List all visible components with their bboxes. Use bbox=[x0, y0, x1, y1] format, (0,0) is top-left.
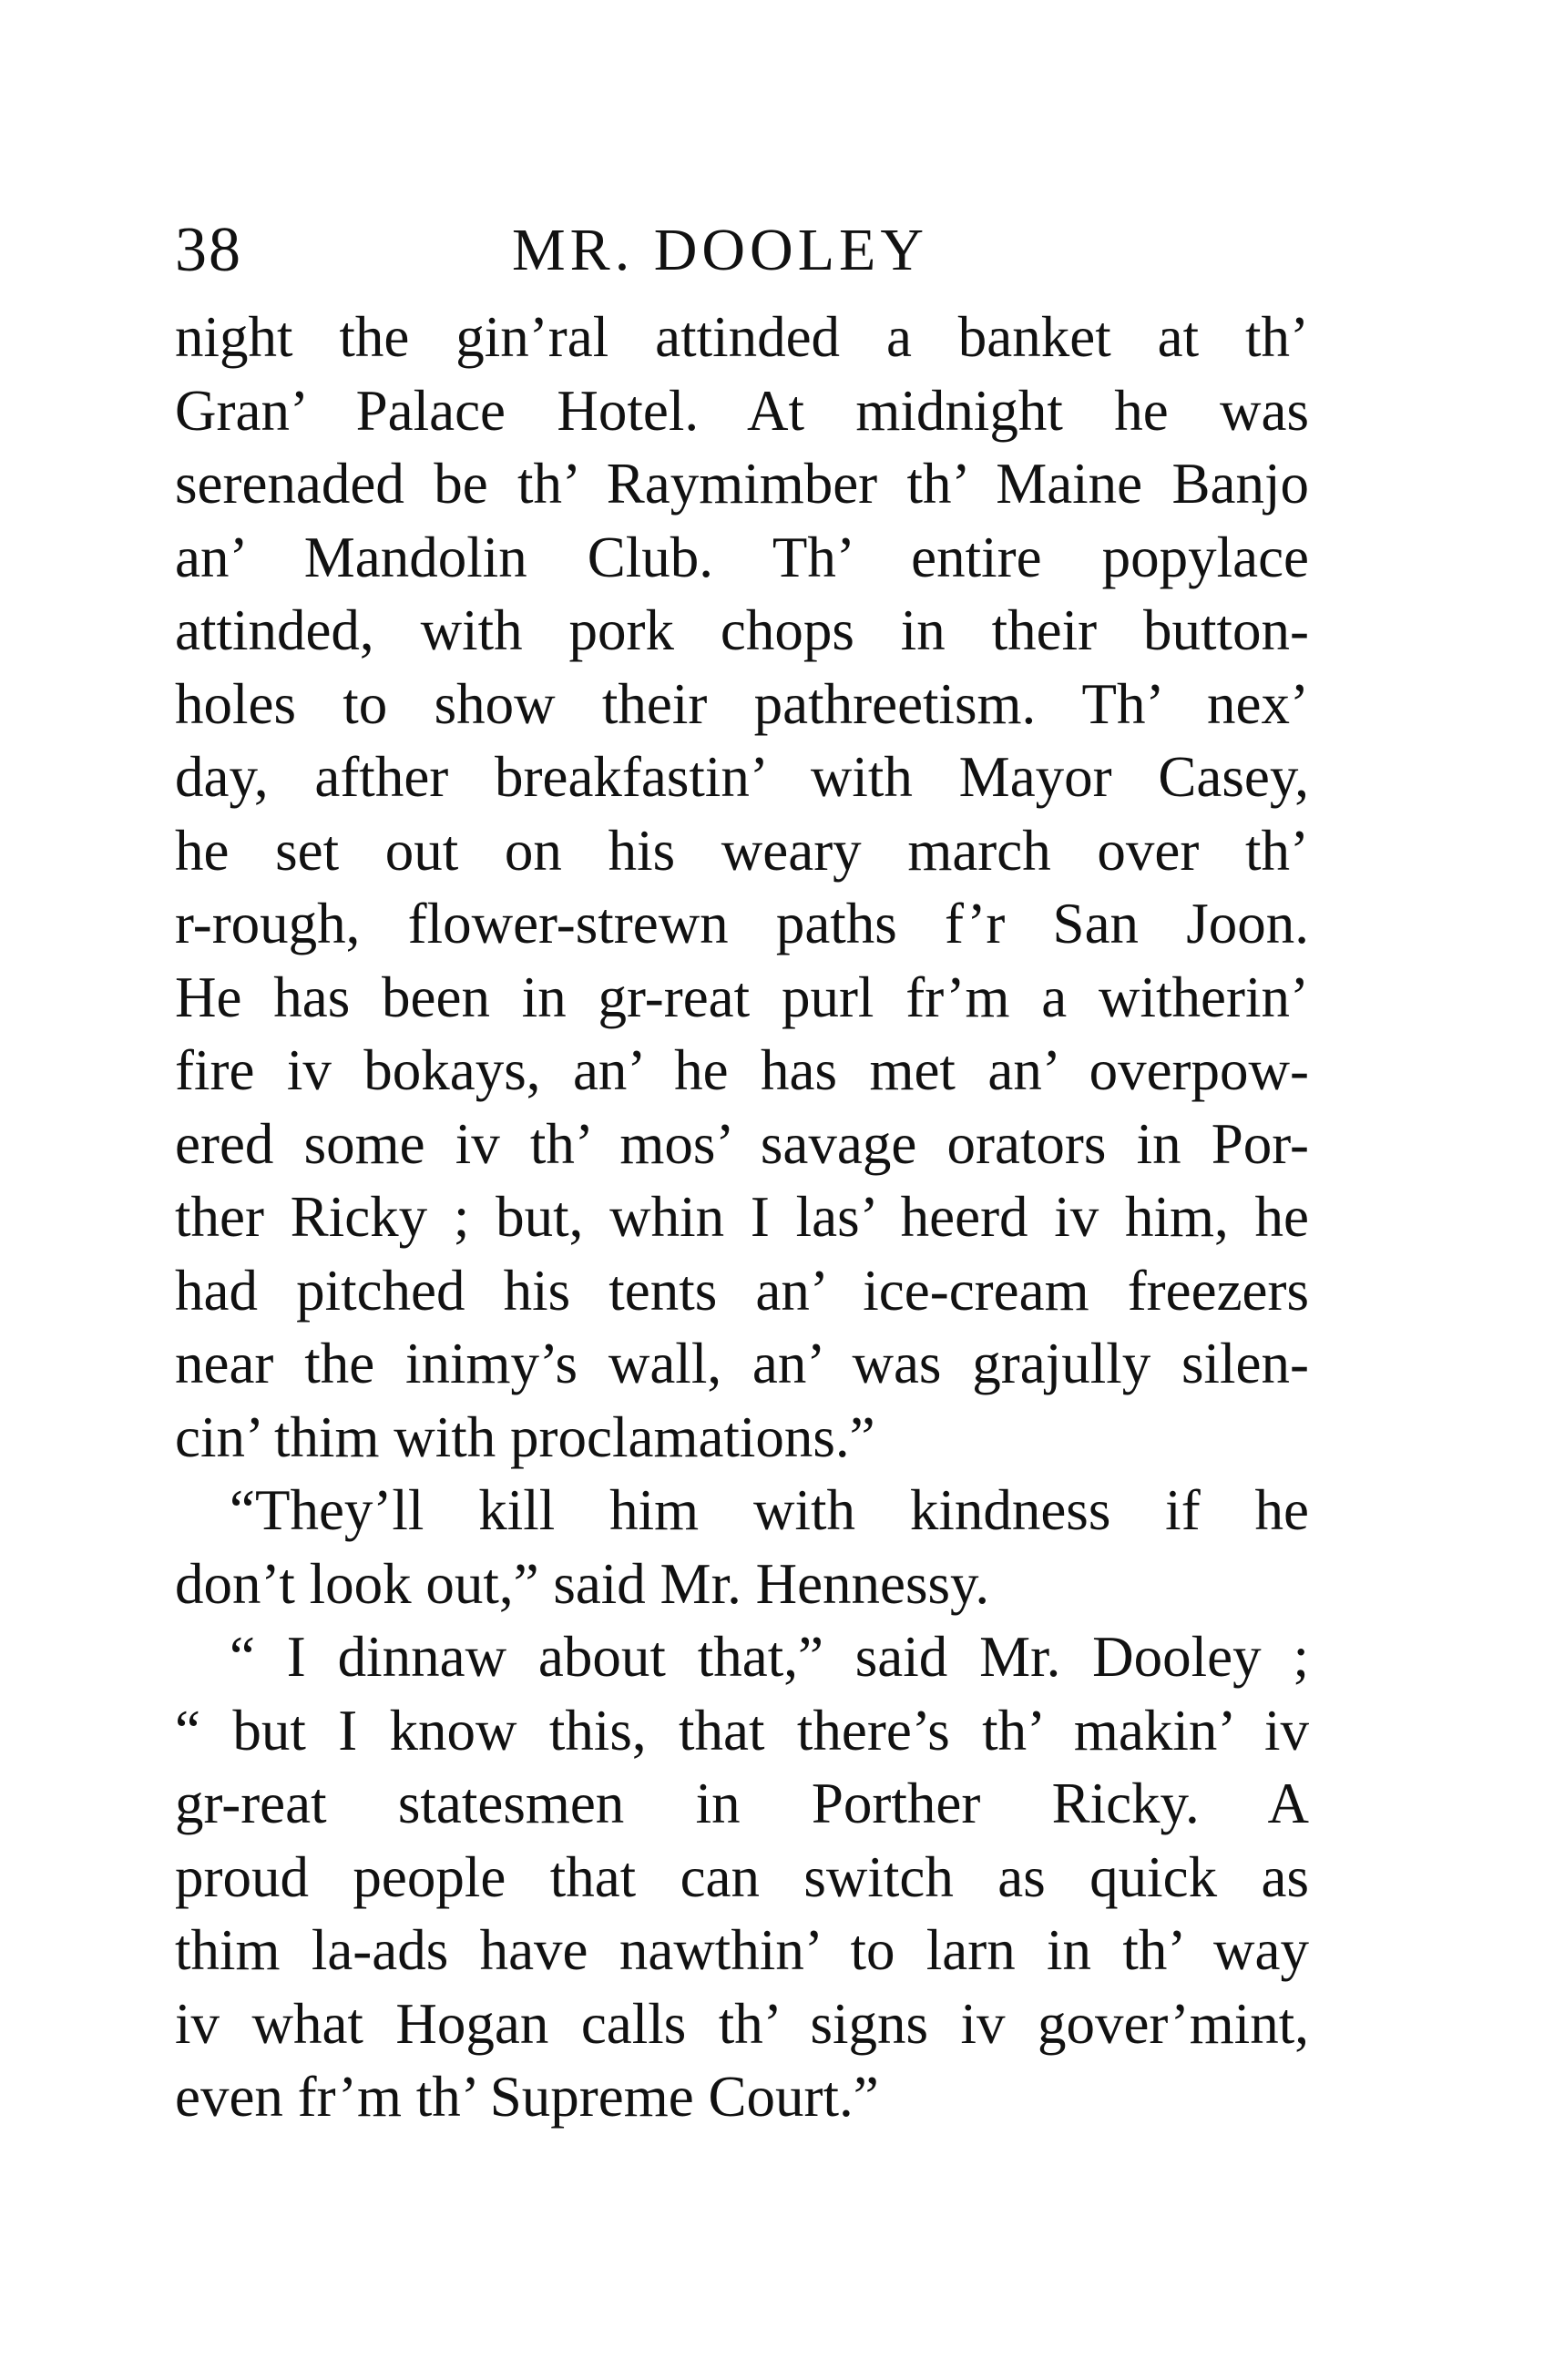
text-line: iv what Hogan calls th’ signs iv gover’mint, bbox=[175, 1991, 1309, 2056]
text-line: thim la-ads have nawthin’ to larn in th’ way bbox=[175, 1918, 1309, 1982]
text-line: don’t look out,” said Mr. Hennessy. bbox=[175, 1551, 990, 1616]
page-number: 38 bbox=[175, 215, 242, 285]
text-line: fire iv bokays, an’ he has met an’ overpow- bbox=[175, 1038, 1309, 1102]
text-line: proud people that can switch as quick as bbox=[175, 1844, 1309, 1909]
text-line: he set out on his weary march over th’ bbox=[175, 818, 1309, 883]
text-line: ther Ricky ; but, whin I las’ heerd iv him, he bbox=[175, 1185, 1309, 1249]
text-line: “They’ll kill him with kindness if he bbox=[230, 1478, 1309, 1542]
text-line: holes to show their pathreetism. Th’ nex’ bbox=[175, 671, 1309, 736]
text-line: had pitched his tents an’ ice-cream freezers bbox=[175, 1258, 1309, 1323]
text-line: cin’ thim with proclamations.” bbox=[175, 1405, 875, 1469]
text-line: attinded, with pork chops in their button- bbox=[175, 598, 1309, 662]
text-line: Gran’ Palace Hotel. At midnight he was bbox=[175, 378, 1309, 443]
text-line: “ I dinnaw about that,” said Mr. Dooley ; bbox=[230, 1625, 1309, 1689]
text-line: an’ Mandolin Club. Th’ entire popylace bbox=[175, 525, 1309, 589]
running-head bbox=[175, 209, 1309, 291]
text-line: ered some iv th’ mos’ savage orators in Por- bbox=[175, 1111, 1309, 1176]
text-line: day, afther breakfastin’ with Mayor Casey, bbox=[175, 745, 1309, 809]
text-line: gr-reat statesmen in Porther Ricky. A bbox=[175, 1772, 1309, 1835]
text-line: He has been in gr-reat purl fr’m a witherin’ bbox=[175, 965, 1309, 1029]
text-line: “ but I know this, that there’s th’ makin’ iv bbox=[175, 1698, 1309, 1762]
text-line: r-rough, flower-strewn paths f’r San Joon. bbox=[175, 892, 1309, 955]
text-line: serenaded be th’ Raymimber th’ Maine Banjo bbox=[175, 452, 1309, 516]
text-line: night the gin’ral attinded a banket at th’ bbox=[175, 305, 1309, 369]
body-text bbox=[175, 301, 1309, 2134]
text-line: near the inimy’s wall, an’ was grajully silen- bbox=[175, 1332, 1309, 1395]
text-line: even fr’m th’ Supreme Court.” bbox=[175, 2065, 879, 2129]
running-title: MR. DOOLEY bbox=[512, 217, 928, 283]
